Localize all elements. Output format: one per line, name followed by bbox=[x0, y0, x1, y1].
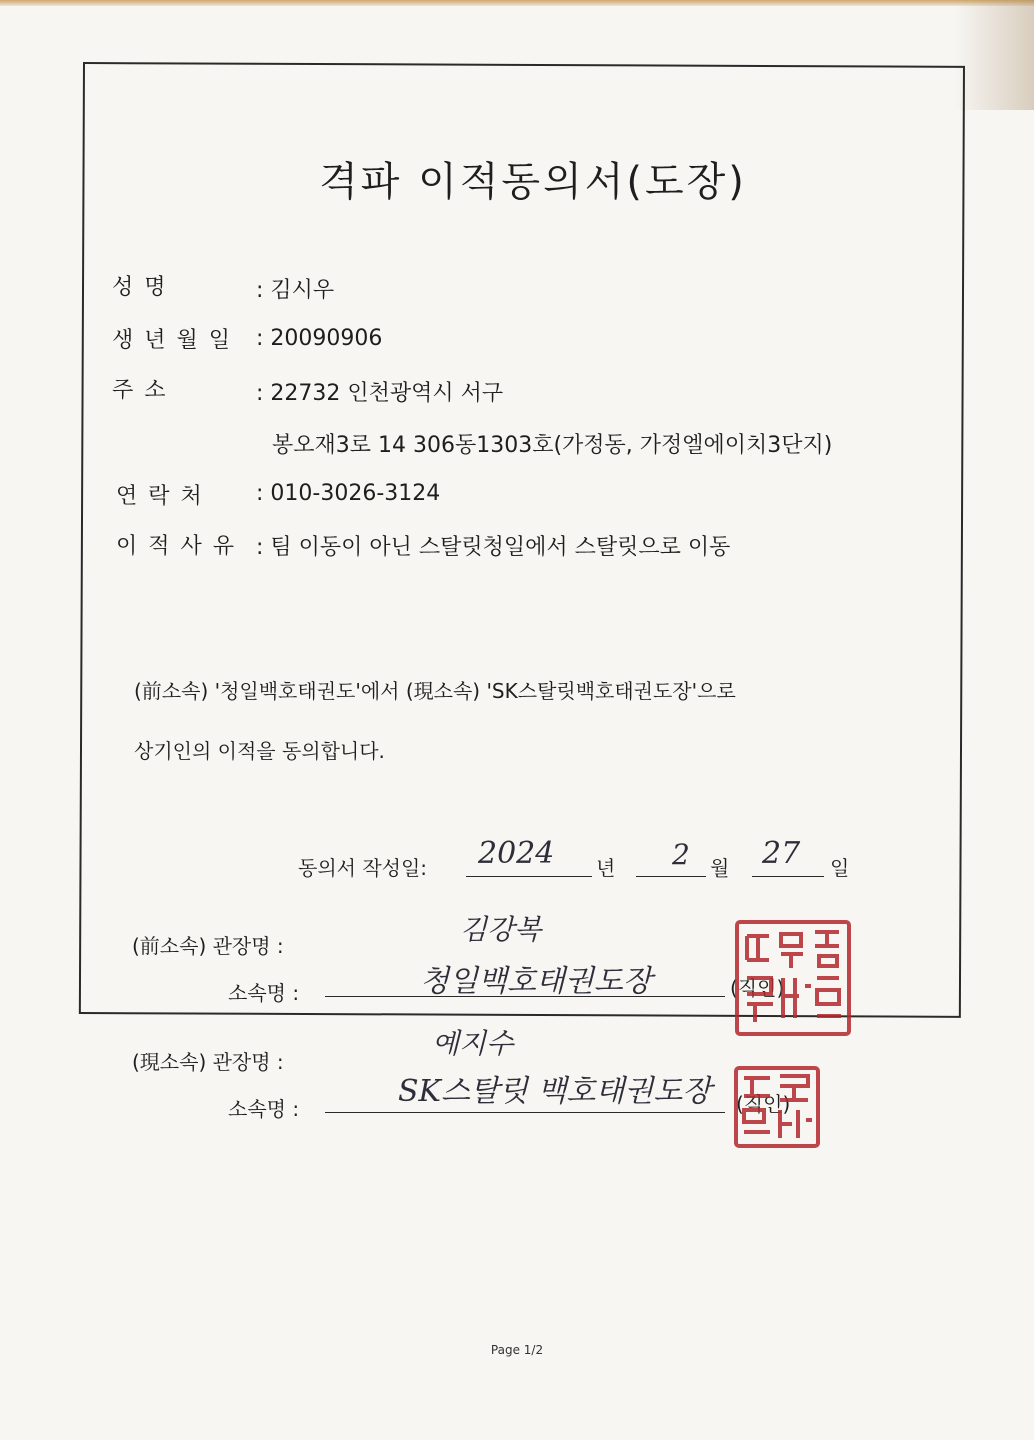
curr-director-signature: 예지수 bbox=[432, 1027, 514, 1060]
date-day-line bbox=[752, 876, 824, 877]
curr-section-label: (現소속) 관장명 : bbox=[132, 1050, 284, 1074]
curr-seal-stamp bbox=[732, 1064, 822, 1150]
table-edge bbox=[0, 0, 1034, 6]
prev-director-signature: 김강복 bbox=[460, 913, 542, 946]
prev-affiliation-label: 소속명 : bbox=[228, 981, 300, 1005]
reason-value: : 팀 이동이 아닌 스탈릿청일에서 스탈릿으로 이동 bbox=[256, 535, 731, 560]
curr-seal-label: (직인) bbox=[736, 1092, 791, 1116]
statement-line1: (前소속) '청일백호태권도'에서 (現소속) 'SK스탈릿백호태권도장'으로 bbox=[134, 679, 736, 703]
birth-label: 생 년 월 일 bbox=[112, 328, 232, 353]
date-year-unit: 년 bbox=[596, 856, 616, 880]
birth-value: : 20090906 bbox=[256, 326, 383, 351]
address-label: 주 소 bbox=[112, 378, 168, 403]
date-month-unit: 월 bbox=[710, 856, 730, 880]
curr-affiliation-label: 소속명 : bbox=[228, 1097, 300, 1121]
date-day-value: 27 bbox=[762, 836, 801, 871]
prev-section-label: (前소속) 관장명 : bbox=[132, 934, 284, 958]
date-year-value: 2024 bbox=[478, 836, 555, 871]
date-day-unit: 일 bbox=[830, 856, 850, 880]
address-value-line2: 봉오재3로 14 306동1303호(가정동, 가정엘에이치3단지) bbox=[272, 433, 833, 458]
date-label: 동의서 작성일: bbox=[298, 856, 428, 880]
page-number: Page 1/2 bbox=[490, 1343, 544, 1357]
name-value: : 김시우 bbox=[256, 278, 335, 303]
contact-value: : 010-3026-3124 bbox=[256, 481, 441, 506]
curr-affiliation-line bbox=[325, 1112, 725, 1113]
prev-affiliation-signature: 청일백호태권도장 bbox=[420, 964, 652, 999]
prev-seal-stamp bbox=[733, 916, 853, 1040]
document-title: 격파 이적동의서(도장) bbox=[319, 159, 747, 205]
curr-affiliation-signature: SK스탈릿 백호태권도장 bbox=[398, 1074, 712, 1109]
name-label: 성 명 bbox=[112, 275, 168, 300]
contact-label: 연 락 처 bbox=[116, 484, 204, 509]
statement-line2: 상기인의 이적을 동의합니다. bbox=[134, 739, 385, 763]
date-month-line bbox=[636, 876, 706, 877]
prev-seal-label: (직인) bbox=[730, 976, 785, 1000]
reason-label: 이 적 사 유 bbox=[116, 534, 236, 559]
date-month-value: 2 bbox=[672, 838, 690, 871]
paper-shadow bbox=[954, 0, 1034, 110]
address-value-line1: : 22732 인천광역시 서구 bbox=[256, 381, 504, 406]
date-year-line bbox=[466, 876, 592, 877]
